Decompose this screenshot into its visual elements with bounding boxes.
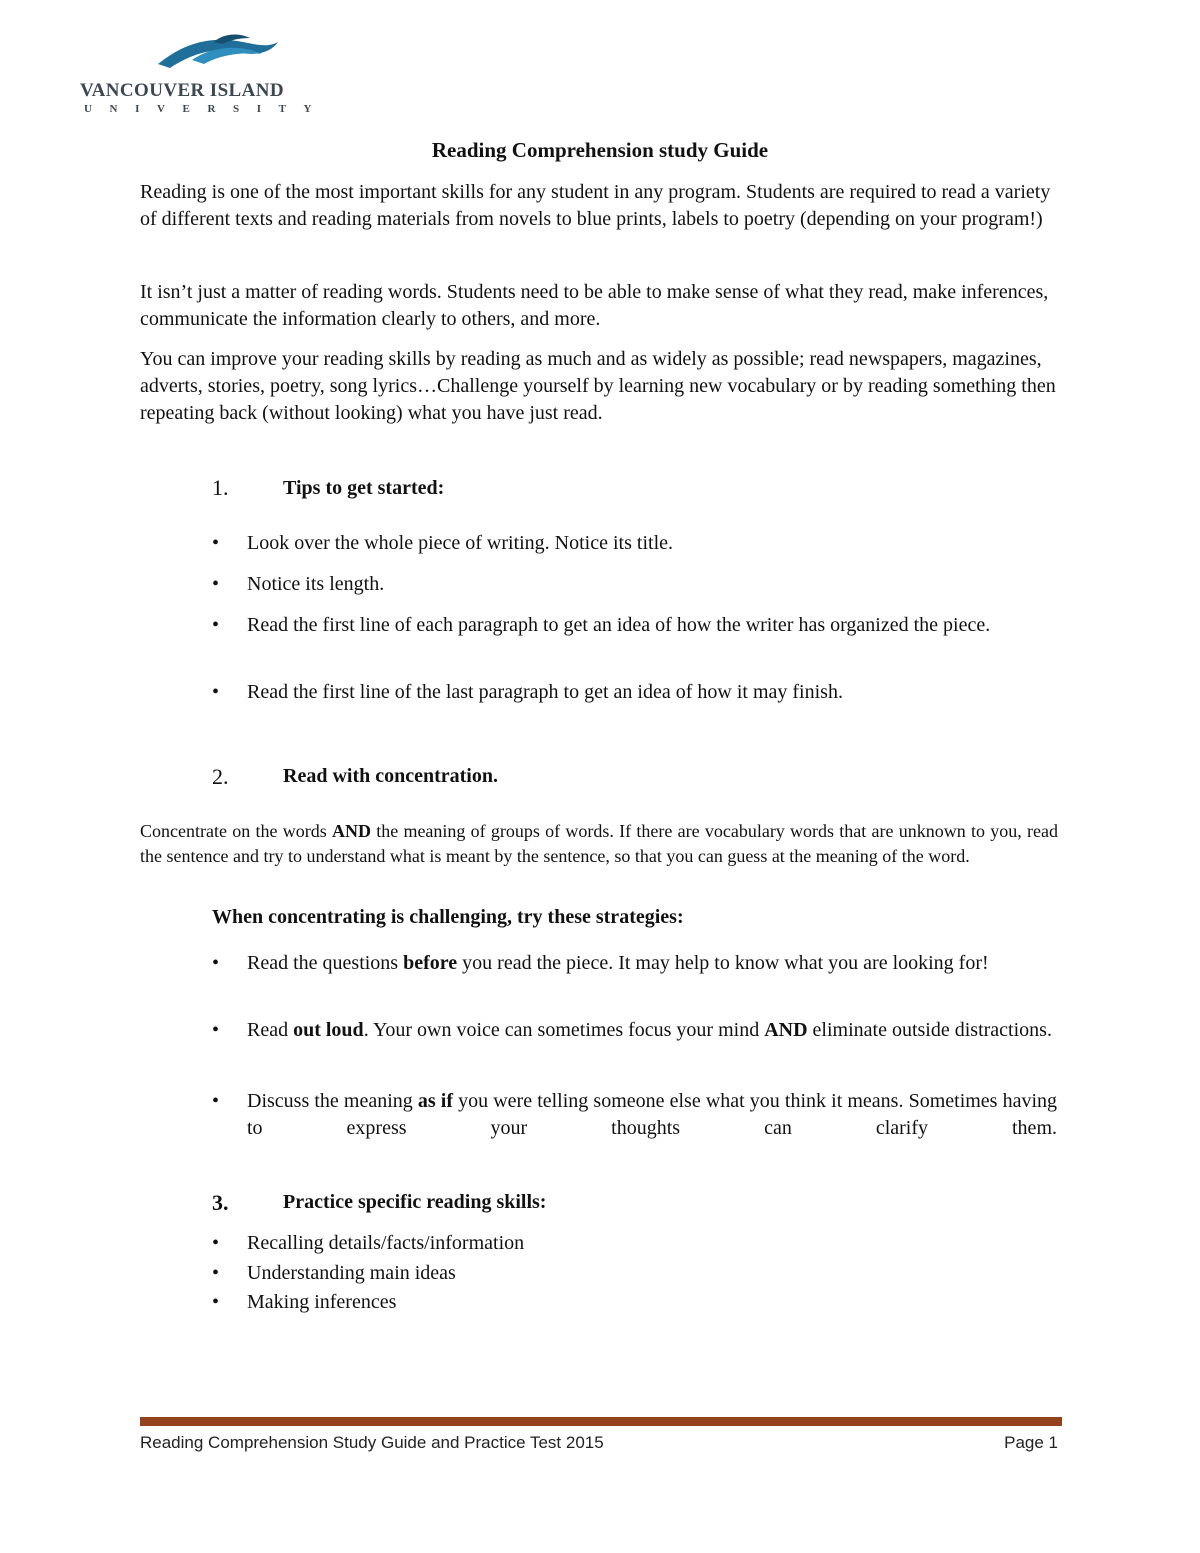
list-item-text: Read out loud. Your own voice can sometimes focus your mind AND eliminate outside distractions.: [247, 1019, 1052, 1041]
section-2-paragraph: [140, 819, 1058, 869]
section-2-number: 2.: [212, 764, 229, 789]
logo-name: VANCOUVER ISLAND: [80, 80, 284, 101]
list-item-text: Read the questions before you read the piece. It may help to know what you are looking for!: [247, 952, 989, 974]
section-2-paragraph-bold: AND: [331, 821, 371, 841]
page-number: Page 1: [1004, 1433, 1058, 1452]
bullet-dot: •: [212, 532, 220, 554]
intro-paragraph-1: Reading is one of the most important skills for any student in any program. Students are required to read a variety of different texts and reading materials from novels to blue prints, labels to poetry (depending on your program!): [140, 181, 1051, 230]
list-item-text: Understanding main ideas: [247, 1262, 456, 1284]
orca-wave-icon: [152, 30, 302, 78]
logo-subtitle: UNIVERSITY: [84, 103, 330, 115]
bullet-dot: •: [212, 573, 220, 595]
section-1-number: 1.: [212, 475, 229, 500]
list-item-text: Read the first line of each paragraph to get an idea of how the writer has organized the piece.: [247, 614, 991, 636]
university-logo: [80, 30, 330, 120]
list-item-text: Read the first line of the last paragraph to get an idea of how it may finish.: [247, 681, 843, 703]
intro-paragraph-3: You can improve your reading skills by reading as much and as widely as possible; read newspapers, magazines, adverts, stories, poetry, song lyrics…Challenge yourself by learning new vocabulary or by reading something then repeating back (without looking) what you have just read.: [140, 348, 1056, 424]
bullet-dot: •: [212, 1291, 220, 1313]
page-title: Reading Comprehension study Guide: [431, 138, 769, 162]
bullet-dot: •: [212, 952, 220, 974]
section-2-heading: Read with concentration.: [283, 765, 498, 787]
section-1-heading: Tips to get started:: [283, 477, 445, 499]
list-item-text: Discuss the meaning as if you were telling someone else what you think it means. Sometimes having to express your thoughts can clarify them.: [247, 1090, 1058, 1139]
bullet-dot: •: [212, 1232, 220, 1254]
section-3-heading: Practice specific reading skills:: [283, 1191, 547, 1213]
footer-divider: [140, 1417, 1062, 1426]
bullet-dot: •: [212, 681, 220, 703]
list-item-text: Notice its length.: [247, 573, 385, 595]
list-item-text: Look over the whole piece of writing. Notice its title.: [247, 532, 673, 554]
section-3-number: 3.: [212, 1190, 229, 1215]
bullet-dot: •: [212, 1090, 220, 1112]
bullet-dot: •: [212, 614, 220, 636]
footer-title: Reading Comprehension Study Guide and Practice Test 2015: [140, 1433, 604, 1452]
intro-paragraph-2: It isn’t just a matter of reading words. Students need to be able to make sense of what they read, make inferences, communicate the information clearly to others, and more.: [140, 281, 1049, 330]
strategies-heading: When concentrating is challenging, try these strategies:: [212, 906, 684, 928]
list-item-text: Making inferences: [247, 1291, 397, 1313]
bullet-dot: •: [212, 1019, 220, 1041]
bullet-dot: •: [212, 1262, 220, 1284]
section-2-paragraph-part-2: the meaning of groups of words. If there are vocabulary words that are unknown to you, read the sentence and try to understand what is meant by the sentence, so that you can guess at the meaning of the word.: [140, 821, 1058, 866]
section-2-paragraph-part-1: Concentrate on the words: [140, 821, 332, 841]
list-item-text: Recalling details/facts/information: [247, 1232, 525, 1254]
